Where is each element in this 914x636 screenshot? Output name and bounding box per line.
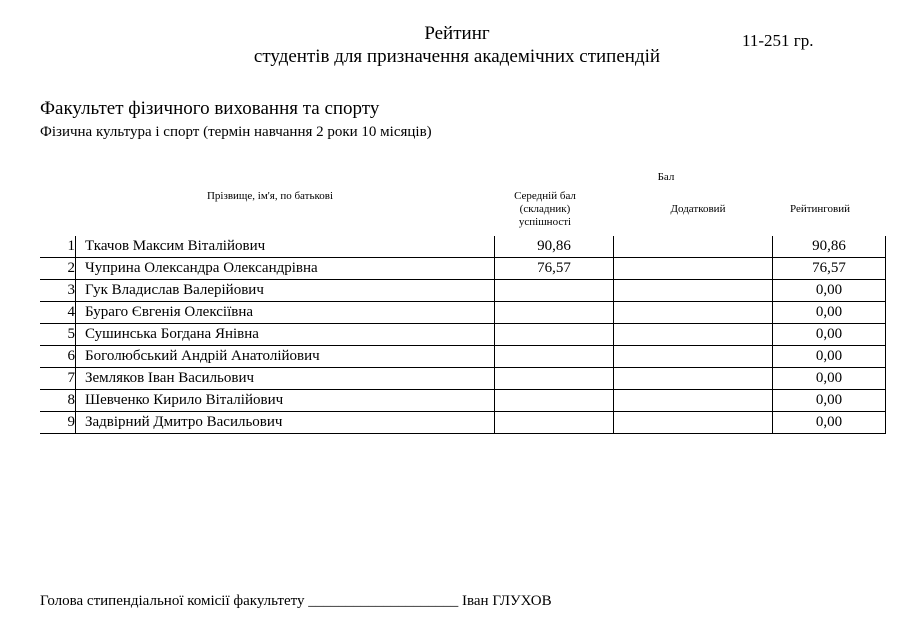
rating-table-body [40, 236, 886, 434]
column-header-average: Середній бал (складник) успішності [514, 190, 576, 228]
additional-score [614, 346, 773, 368]
average-score [495, 346, 614, 368]
row-number: 9 [40, 412, 76, 434]
faculty-name: Факультет фізичного виховання та спорту [40, 98, 380, 119]
table-row [40, 280, 886, 302]
column-header-rating: Рейтинговий [789, 203, 851, 215]
additional-score [614, 258, 773, 280]
student-name: Ткачов Максим Віталійович [76, 236, 495, 258]
average-score [495, 368, 614, 390]
signature-line: Голова стипендіальної комісії факультету ____________________ Іван ГЛУХОВ [40, 593, 552, 609]
document-subtitle: студентів для призначення академічних стипендій [253, 46, 661, 67]
average-score [495, 390, 614, 412]
additional-score [614, 390, 773, 412]
rating-score: 0,00 [773, 324, 886, 346]
table-row [40, 236, 886, 258]
specialty-name: Фізична культура і спорт (термін навчання 2 роки 10 місяців) [40, 124, 432, 140]
student-name: Гук Владислав Валерійович [76, 280, 495, 302]
additional-score [614, 368, 773, 390]
average-score: 76,57 [495, 258, 614, 280]
table-row [40, 390, 886, 412]
average-score: 90,86 [495, 236, 614, 258]
row-number: 7 [40, 368, 76, 390]
student-name: Боголюбський Андрій Анатолійович [76, 346, 495, 368]
average-score [495, 324, 614, 346]
student-name: Бураго Євгенія Олексіївна [76, 302, 495, 324]
table-row [40, 324, 886, 346]
table-row [40, 258, 886, 280]
column-header-name: Прізвище, ім'я, по батькові [206, 190, 334, 202]
additional-score [614, 324, 773, 346]
row-number: 8 [40, 390, 76, 412]
student-name: Шевченко Кирило Віталійович [76, 390, 495, 412]
table-row [40, 412, 886, 434]
rating-score: 0,00 [773, 302, 886, 324]
rating-score: 0,00 [773, 346, 886, 368]
column-header-additional: Додатковий [670, 203, 726, 215]
student-name: Чуприна Олександра Олександрівна [76, 258, 495, 280]
row-number: 2 [40, 258, 76, 280]
average-score [495, 302, 614, 324]
rating-score: 0,00 [773, 280, 886, 302]
student-name: Задвірний Дмитро Васильович [76, 412, 495, 434]
document-title: Рейтинг [424, 23, 490, 44]
student-name: Сушинська Богдана Янівна [76, 324, 495, 346]
row-number: 6 [40, 346, 76, 368]
rating-score: 0,00 [773, 412, 886, 434]
additional-score [614, 236, 773, 258]
row-number: 5 [40, 324, 76, 346]
row-number: 3 [40, 280, 76, 302]
row-number: 1 [40, 236, 76, 258]
row-number: 4 [40, 302, 76, 324]
group-label: 11-251 гр. [742, 31, 814, 50]
rating-score: 76,57 [773, 258, 886, 280]
average-score [495, 280, 614, 302]
student-name: Земляков Іван Васильович [76, 368, 495, 390]
rating-score: 0,00 [773, 368, 886, 390]
additional-score [614, 280, 773, 302]
table-row [40, 368, 886, 390]
average-score [495, 412, 614, 434]
additional-score [614, 412, 773, 434]
rating-score: 90,86 [773, 236, 886, 258]
rating-table [40, 236, 886, 434]
table-row [40, 302, 886, 324]
column-header-bal: Бал [657, 171, 675, 183]
rating-score: 0,00 [773, 390, 886, 412]
table-row [40, 346, 886, 368]
additional-score [614, 302, 773, 324]
